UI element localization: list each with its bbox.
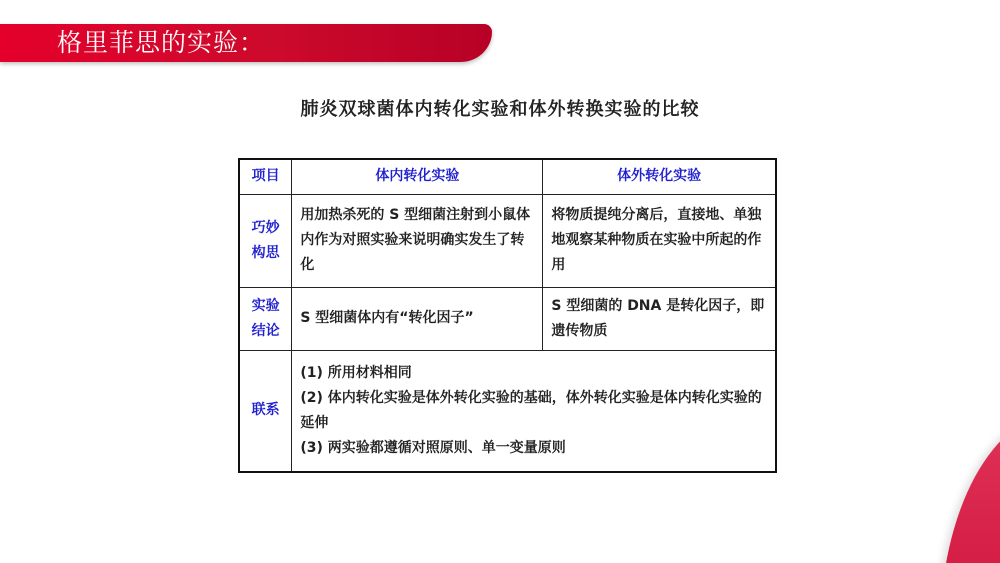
row-label-conclusion xyxy=(239,287,292,350)
cell-relation xyxy=(292,350,776,472)
row-label-line: 构思 xyxy=(251,244,280,261)
relation-item: (3) 两实验都遵循对照原则、单一变量原则 xyxy=(300,439,566,456)
cell-in-vitro-design: 将物质提纯分离后，直接地、单独地观察某种物质在实验中所起的作用 xyxy=(543,194,776,287)
row-label-design xyxy=(239,194,292,287)
header-item: 项目 xyxy=(239,159,292,194)
header-in-vitro: 体外转化实验 xyxy=(543,159,776,194)
cell-in-vitro-conclusion: S 型细菌的 DNA 是转化因子，即遗传物质 xyxy=(543,287,776,350)
cell-in-vivo-design: 用加热杀死的 S 型细菌注射到小鼠体内作为对照实验来说明确实发生了转化 xyxy=(292,194,543,287)
slide-title: 格里菲思的实验： xyxy=(57,28,266,57)
table-row xyxy=(239,287,776,350)
title-banner xyxy=(0,24,492,62)
relation-item: (2) 体内转化实验是体外转化实验的基础，体外转化实验是体内转化实验的延伸 xyxy=(300,389,762,431)
relation-item: (1) 所用材料相同 xyxy=(300,364,412,381)
row-label-line: 巧妙 xyxy=(251,219,280,236)
table-caption: 肺炎双球菌体内转化实验和体外转换实验的比较 xyxy=(300,99,700,120)
table-row xyxy=(239,194,776,287)
header-in-vivo: 体内转化实验 xyxy=(292,159,543,194)
row-label-line: 实验 xyxy=(251,297,280,314)
row-label-line: 结论 xyxy=(251,322,280,339)
table-header-row xyxy=(239,159,776,194)
comparison-table xyxy=(238,158,777,473)
cell-in-vivo-conclusion: S 型细菌体内有“转化因子” xyxy=(292,287,543,350)
table-row xyxy=(239,350,776,472)
decorative-corner-swoosh xyxy=(940,412,1000,563)
row-label-relation: 联系 xyxy=(239,350,292,472)
